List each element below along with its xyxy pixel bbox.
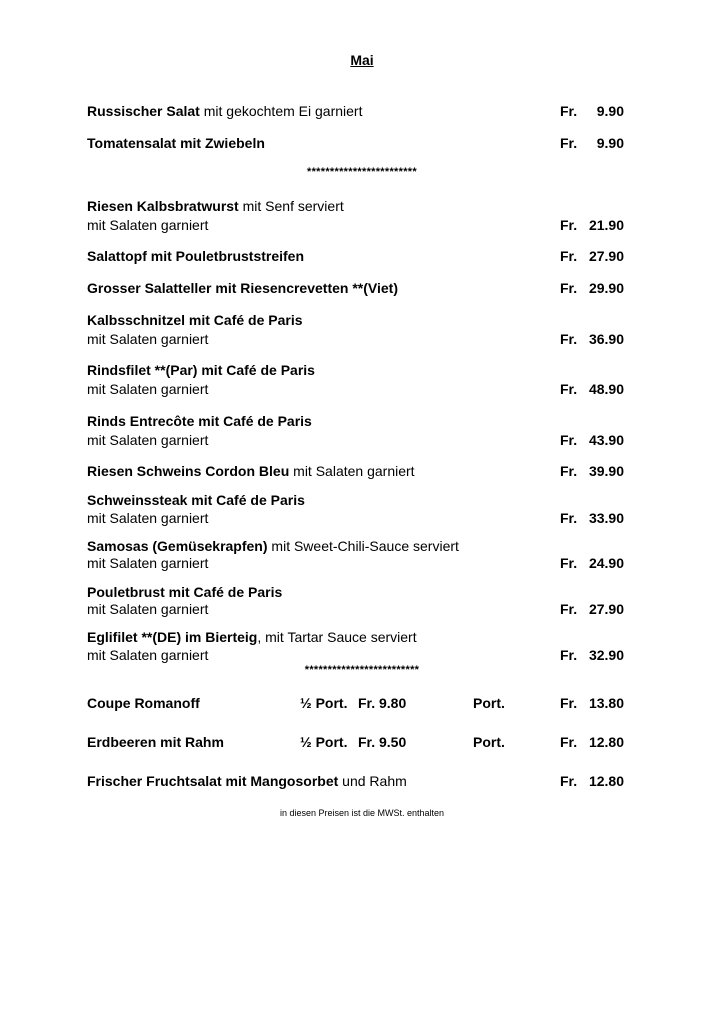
item-name: Eglifilet **(DE) im Bierteig, mit Tartar Sauce serviert (87, 629, 417, 645)
item-currency: Fr. (560, 248, 578, 264)
item-name: Kalbsschnitzel mit Café de Paris (87, 312, 303, 328)
separator-stars: ************************* (304, 664, 420, 676)
item-price: 12.80 (588, 734, 624, 750)
item-name: Riesen Kalbsbratwurst mit Senf serviert (87, 198, 344, 214)
item-price: 32.90 (588, 647, 624, 663)
item-currency: Fr. (560, 734, 578, 750)
item-currency: Fr. (560, 773, 578, 789)
item-currency: Fr. (560, 601, 578, 617)
portion-label: Port. (473, 734, 505, 750)
item-price: 13.80 (588, 695, 624, 711)
item-description: mit Salaten garniert (87, 555, 209, 571)
item-name: Pouletbrust mit Café de Paris (87, 584, 283, 600)
item-description: mit Salaten garniert (87, 601, 209, 617)
item-name: Russischer Salat mit gekochtem Ei garniert (87, 103, 363, 119)
item-currency: Fr. (560, 510, 578, 526)
item-name: Schweinssteak mit Café de Paris (87, 492, 305, 508)
half-portion-label: ½ Port. (300, 695, 348, 711)
item-price: 27.90 (588, 248, 624, 264)
item-name: Samosas (Gemüsekrapfen) mit Sweet-Chili-Sauce serviert (87, 538, 459, 554)
item-price: 39.90 (588, 463, 624, 479)
item-price: 12.80 (588, 773, 624, 789)
item-name: Tomatensalat mit Zwiebeln (87, 135, 265, 151)
half-portion-price: Fr. 9.80 (358, 695, 407, 711)
item-price: 36.90 (588, 331, 624, 347)
item-price: 9.90 (596, 135, 624, 151)
item-currency: Fr. (560, 695, 578, 711)
item-currency: Fr. (560, 217, 578, 233)
item-description: mit Salaten garniert (87, 432, 209, 448)
half-portion-label: ½ Port. (300, 734, 348, 750)
dessert-name: Coupe Romanoff (87, 695, 200, 711)
item-currency: Fr. (560, 647, 578, 663)
item-price: 24.90 (588, 555, 624, 571)
item-name: Riesen Schweins Cordon Bleu mit Salaten garniert (87, 463, 415, 479)
item-description: mit Salaten garniert (87, 510, 209, 526)
item-name: Salattopf mit Pouletbruststreifen (87, 248, 305, 264)
item-price: 29.90 (588, 280, 624, 296)
portion-label: Port. (473, 695, 505, 711)
dessert-name: Erdbeeren mit Rahm (87, 734, 224, 750)
item-price: 33.90 (588, 510, 624, 526)
item-currency: Fr. (560, 555, 578, 571)
item-name: Rindsfilet **(Par) mit Café de Paris (87, 362, 315, 378)
separator-stars: ************************ (307, 166, 417, 178)
item-currency: Fr. (560, 463, 578, 479)
item-description: mit Salaten garniert (87, 331, 209, 347)
item-description: mit Salaten garniert (87, 217, 209, 233)
item-price: 48.90 (588, 381, 624, 397)
item-currency: Fr. (560, 135, 578, 151)
item-description: mit Salaten garniert (87, 647, 209, 663)
item-currency: Fr. (560, 381, 578, 397)
item-name: Grosser Salatteller mit Riesencrevetten **(Viet) (87, 280, 398, 296)
item-currency: Fr. (560, 331, 578, 347)
item-currency: Fr. (560, 432, 578, 448)
item-currency: Fr. (560, 280, 578, 296)
item-price: 9.90 (596, 103, 624, 119)
half-portion-price: Fr. 9.50 (358, 734, 407, 750)
item-currency: Fr. (560, 103, 578, 119)
item-price: 21.90 (588, 217, 624, 233)
item-name: Rinds Entrecôte mit Café de Paris (87, 413, 312, 429)
dessert-name: Frischer Fruchtsalat mit Mangosorbet und Rahm (87, 773, 407, 789)
item-price: 27.90 (588, 601, 624, 617)
item-price: 43.90 (588, 432, 624, 448)
vat-footnote: in diesen Preisen ist die MWSt. enthalten (279, 808, 445, 818)
item-description: mit Salaten garniert (87, 381, 209, 397)
page-title: Mai (350, 52, 374, 68)
